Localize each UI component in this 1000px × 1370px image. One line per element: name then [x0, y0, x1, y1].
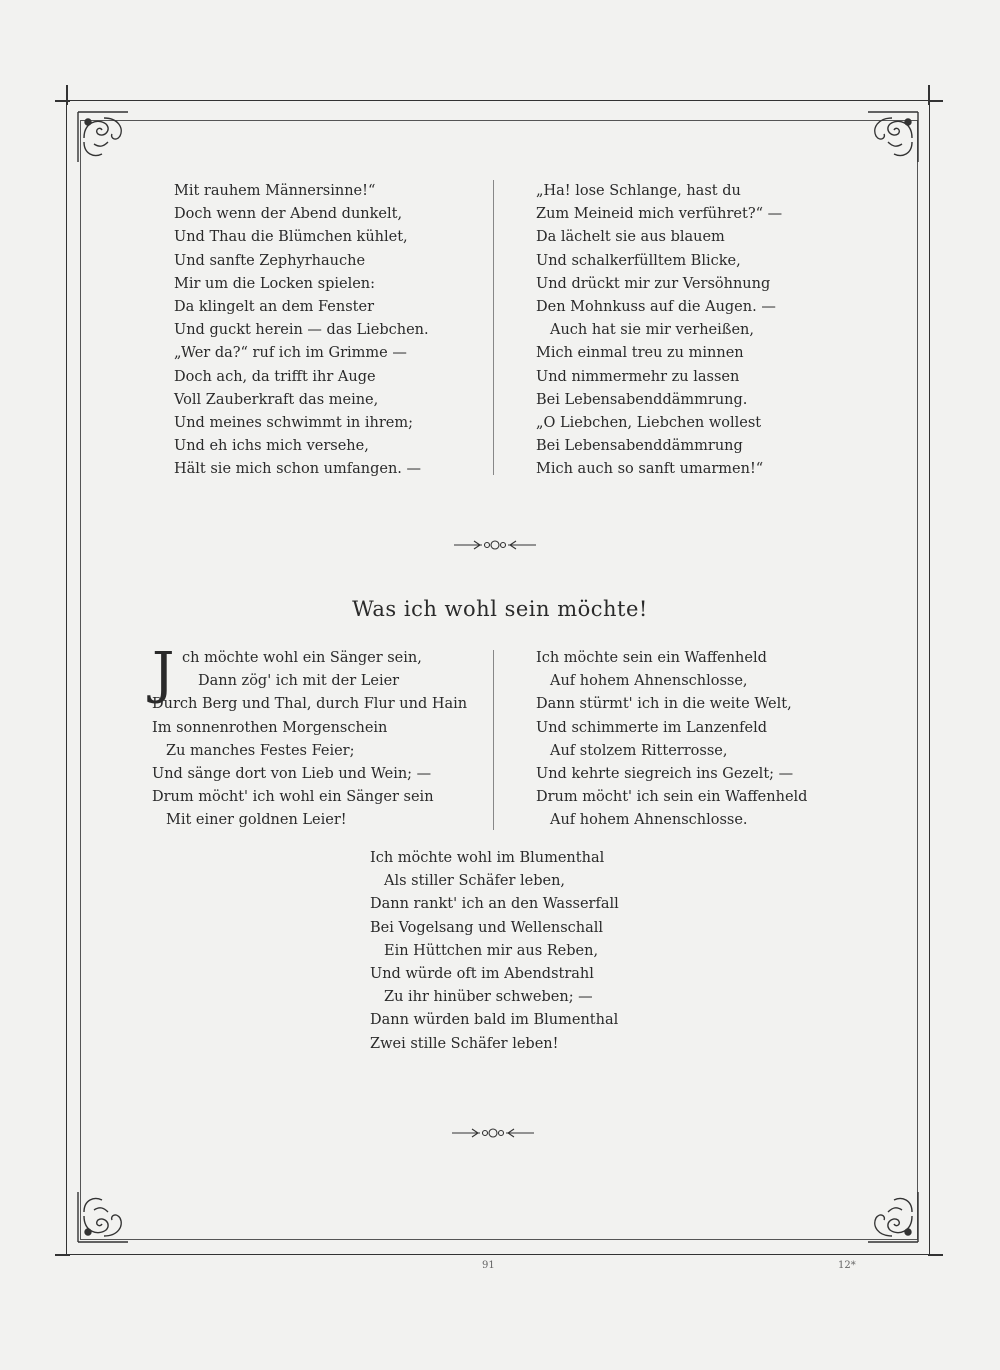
frame-extension-left-bottom [55, 1254, 70, 1256]
verse-line: Mich einmal treu zu minnen [536, 345, 744, 362]
verse-line: Den Mohnkuss auf die Augen. — [536, 299, 776, 316]
verse-line: Und schalkerfülltem Blicke, [536, 252, 741, 269]
verse-line: „Ha! lose Schlange, hast du [536, 183, 741, 199]
verse-line: Auf hohem Ahnenschlosse, [550, 673, 748, 690]
verse-line: Da lächelt sie aus blauem [536, 229, 725, 246]
verse-line: Mit rauhem Männersinne!“ [174, 183, 376, 199]
verse-line: ch möchte wohl ein Sänger sein, [182, 650, 422, 666]
verse-line: Dann stürmt' ich in die weite Welt, [536, 696, 792, 713]
verse-line: Auch hat sie mir verheißen, [550, 322, 754, 339]
verse-line: Zu manches Festes Feier; [166, 742, 355, 759]
verse-line: Zwei stille Schäfer leben! [370, 1035, 559, 1052]
verse-line: Mich auch so sanft umarmen!“ [536, 461, 764, 478]
verse-line: Und kehrte siegreich ins Gezelt; — [536, 766, 794, 783]
frame-extension-top-left [66, 85, 68, 105]
verse-line: Mir um die Locken spielen: [174, 275, 376, 292]
verse-line: Durch Berg und Thal, durch Flur und Hain [152, 696, 468, 713]
continued-poem-right-column [536, 180, 782, 482]
verse-line: Bei Vogelsang und Wellenschall [370, 919, 604, 936]
frame-extension-right-top [928, 100, 943, 102]
frame-extension-left-top [55, 100, 70, 102]
verse-line: Und würde oft im Abendstrahl [370, 966, 594, 983]
verse-line: Ich möchte sein ein Waffenheld [536, 650, 767, 666]
page-number: 91 [482, 1260, 495, 1271]
verse-line: Auf hohem Ahnenschlosse. [550, 812, 748, 829]
corner-ornament-bottom-left-icon [74, 1188, 132, 1246]
verse-line: Drum möcht' ich wohl ein Sänger sein [152, 789, 434, 806]
verse-line: Und nimmermehr zu lassen [536, 368, 740, 385]
poem-center-stanza [370, 847, 619, 1056]
verse-line: Ich möchte wohl im Blumenthal [370, 850, 605, 866]
verse-line: Und schimmerte im Lanzenfeld [536, 719, 768, 736]
verse-line: Als stiller Schäfer leben, [384, 873, 566, 890]
verse-line: Voll Zauberkraft das meine, [174, 391, 379, 408]
verse-line: Dann würden bald im Blumenthal [370, 1012, 619, 1029]
verse-line: Und meines schwimmt in ihrem; [174, 415, 413, 432]
verse-line: Mit einer goldnen Leier! [166, 812, 347, 829]
poem-left-column [152, 641, 468, 833]
frame-extension-right-bottom [928, 1254, 943, 1256]
verse-line: Und drückt mir zur Versöhnung [536, 275, 771, 292]
verse-line: Drum möcht' ich sein ein Waffenheld [536, 789, 808, 806]
printer-signature: 12* [838, 1260, 856, 1271]
verse-line: „Wer da?“ ruf ich im Grimme — [174, 345, 407, 362]
corner-ornament-top-right-icon [864, 108, 922, 166]
verse-line: Doch wenn der Abend dunkelt, [174, 206, 403, 223]
verse-line: Ein Hüttchen mir aus Reben, [384, 942, 599, 959]
continued-poem-left-column [174, 180, 429, 482]
verse-line: Und Thau die Blümchen kühlet, [174, 229, 408, 246]
verse-line: Und guckt herein — das Liebchen. [174, 322, 429, 339]
verse-line: Dann rankt' ich an den Wasserfall [370, 896, 619, 913]
verse-line: Auf stolzem Ritterrosse, [550, 742, 728, 759]
frame-extension-top-right [928, 85, 930, 105]
end-ornament-icon [450, 1125, 536, 1139]
drop-cap-letter: J [152, 641, 175, 706]
verse-line: „O Liebchen, Liebchen wollest [536, 415, 762, 432]
verse-line: Im sonnenrothen Morgenschein [152, 719, 388, 736]
verse-line: Und sänge dort von Lieb und Wein; — [152, 766, 432, 783]
corner-ornament-top-left-icon [74, 108, 132, 166]
corner-ornament-bottom-right-icon [864, 1188, 922, 1246]
poem-title: Was ich wohl sein möchte! [352, 597, 648, 621]
verse-line: Zu ihr hinüber schweben; — [384, 989, 593, 1006]
verse-line: Dann zög' ich mit der Leier [198, 673, 400, 690]
verse-line: Bei Lebensabenddämmrung [536, 438, 743, 455]
verse-line: Da klingelt an dem Fenster [174, 299, 374, 316]
verse-line: Doch ach, da trifft ihr Auge [174, 368, 376, 385]
verse-line: Bei Lebensabenddämmrung. [536, 391, 748, 408]
verse-line: Und sanfte Zephyrhauche [174, 252, 366, 269]
verse-line: Zum Meineid mich verführet?“ — [536, 206, 783, 223]
separator-ornament-icon [452, 537, 538, 551]
column-divider-top [493, 180, 494, 475]
column-divider-bottom [493, 650, 494, 830]
verse-line: Und eh ichs mich versehe, [174, 438, 369, 455]
verse-line: Hält sie mich schon umfangen. — [174, 461, 422, 478]
poem-right-column [536, 647, 807, 833]
